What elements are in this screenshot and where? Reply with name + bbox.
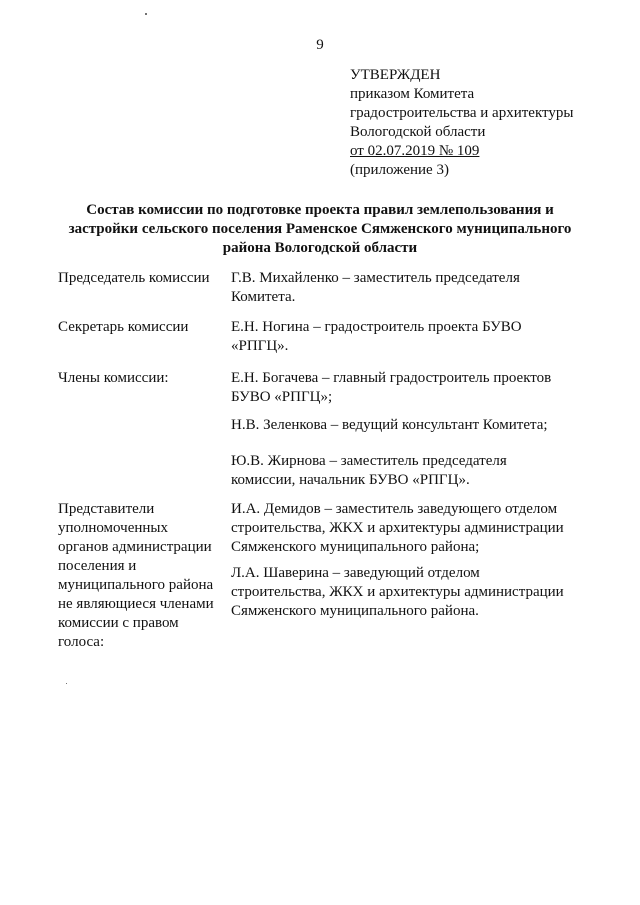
role-line: органов администрации xyxy=(58,539,212,555)
role-line: уполномоченных xyxy=(58,520,168,536)
entry-line: Сямженского муниципального района; xyxy=(231,539,480,555)
representative-entry xyxy=(231,500,581,557)
entry-line: Л.А. Шаверина – заведующий отделом xyxy=(231,565,480,581)
scan-speck xyxy=(145,13,147,15)
secretary-entry xyxy=(231,318,581,356)
member-entry xyxy=(231,416,581,435)
scan-speck xyxy=(66,683,67,684)
role-line: муниципального района xyxy=(58,577,214,593)
entry-line: Комитета. xyxy=(231,289,296,305)
role-line: поселения и xyxy=(58,558,137,574)
member-entry xyxy=(231,452,581,490)
title-line: района Вологодской области xyxy=(222,240,418,256)
representative-entry xyxy=(231,564,581,621)
entry-line: Е.Н. Ногина – градостроитель проекта БУВО xyxy=(231,319,522,335)
appendix-note: (приложение 3) xyxy=(350,162,449,178)
role-members: Члены комиссии: xyxy=(58,370,169,386)
role-line: комиссии с правом xyxy=(58,615,179,631)
title-line: застройки сельского поселения Раменское Сямженского муниципального xyxy=(68,221,572,237)
approval-line: Вологодской области xyxy=(350,124,486,140)
entry-line: Н.В. Зеленкова – ведущий консультант Комитета; xyxy=(231,417,548,433)
role-chairman: Председатель комиссии xyxy=(58,270,210,286)
entry-line: Е.Н. Богачева – главный градостроитель проектов xyxy=(231,370,552,386)
member-entry xyxy=(231,369,581,407)
entry-line: Сямженского муниципального района. xyxy=(231,603,479,619)
order-date: от 02.07.2019 № 109 xyxy=(350,143,480,159)
chairman-entry xyxy=(231,269,581,307)
entry-line: Г.В. Михайленко – заместитель председателя xyxy=(231,270,520,286)
approval-line: градостроительства и архитектуры xyxy=(350,105,574,121)
role-line: Представители xyxy=(58,501,155,517)
role-secretary: Секретарь комиссии xyxy=(58,319,189,335)
entry-line: комиссии, начальник БУВО «РПГЦ». xyxy=(231,472,470,488)
entry-line: Ю.В. Жирнова – заместитель председателя xyxy=(231,453,507,469)
role-line: голоса: xyxy=(58,634,105,650)
entry-line: строительства, ЖКХ и архитектуры администрации xyxy=(231,520,564,536)
page-number: 9 xyxy=(316,37,324,53)
entry-line: строительства, ЖКХ и архитектуры администрации xyxy=(231,584,564,600)
approval-block xyxy=(350,66,573,180)
role-line: не являющиеся членами xyxy=(58,596,214,612)
role-representatives xyxy=(58,500,228,652)
entry-line: БУВО «РПГЦ»; xyxy=(231,389,333,405)
approval-heading: УТВЕРЖДЕН xyxy=(350,67,441,83)
document-title xyxy=(50,201,590,258)
approval-line: приказом Комитета xyxy=(350,86,475,102)
entry-line: И.А. Демидов – заместитель заведующего отделом xyxy=(231,501,558,517)
title-line: Состав комиссии по подготовке проекта правил землепользования и xyxy=(86,202,554,218)
entry-line: «РПГЦ». xyxy=(231,338,289,354)
